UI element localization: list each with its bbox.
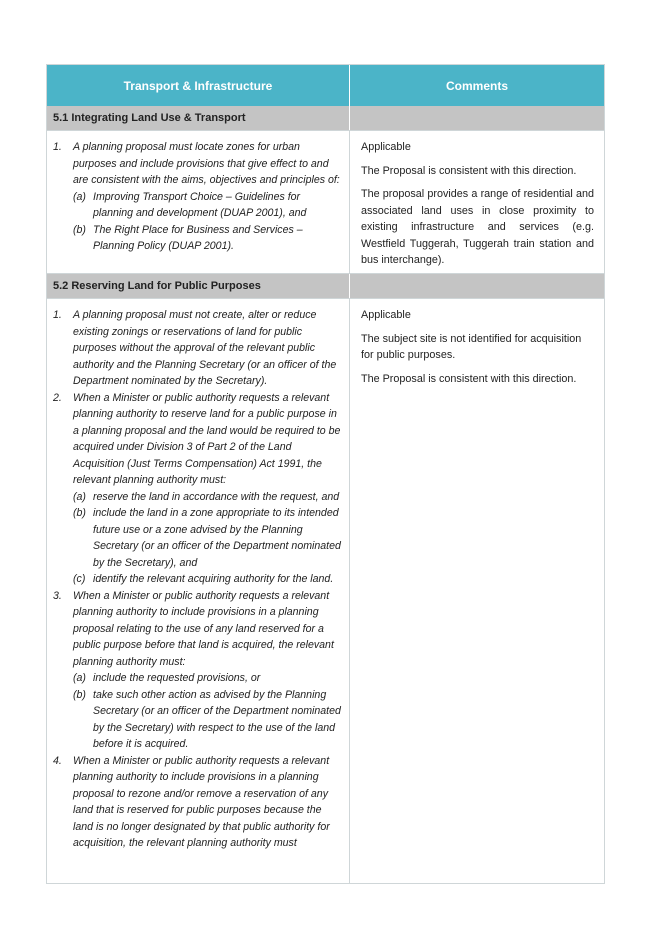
- section-body-5-2: [47, 298, 604, 883]
- table-header: [47, 65, 604, 106]
- header-transport-infrastructure: Transport & Infrastructure: [47, 65, 350, 106]
- sub-list: [73, 670, 343, 753]
- item-body: [73, 139, 343, 255]
- item-text: When a Minister or public authority requests a relevant planning authority to reserve land for a public purpose in a planning proposal and the land would be required to be acquired under Division 3 of Part 2 of the Land Acquisition (Just Terms Compensation) Act 1991, the relevant planning authority must:: [73, 391, 341, 486]
- comments-cell: [350, 299, 604, 883]
- header-comments: Comments: [445, 78, 508, 93]
- sub-letter: (a): [73, 490, 86, 503]
- item-number: 2.: [53, 391, 62, 404]
- comment-paragraph: The Proposal is consistent with this direction.: [361, 372, 577, 385]
- item-body: [73, 307, 343, 390]
- sub-item: [73, 222, 343, 255]
- sub-text: The Right Place for Business and Services – Planning Policy (DUAP 2001).: [93, 223, 303, 252]
- section-header-5-2: [47, 273, 604, 298]
- sub-text: identify the relevant acquiring authority for the land.: [93, 573, 334, 585]
- item-number: 3.: [53, 589, 62, 602]
- comment-paragraph: Applicable: [361, 141, 411, 153]
- sub-text: take such other action as advised by the Planning Secretary (or an officer of the Department nominated by the Secretary) with respect to the use of the land before it is acquired.: [93, 688, 341, 750]
- list-item: [53, 753, 343, 852]
- item-text: A planning proposal must not create, alter or reduce existing zonings or reservations of land for public purposes without the approval of the relevant public authority and the Planning Secretary (or an officer of the Department nominated by the Secretary).: [73, 309, 337, 387]
- direction-text: [47, 131, 350, 273]
- item-body: [73, 753, 343, 852]
- sub-item: [73, 505, 343, 571]
- item-number: 1.: [53, 309, 62, 321]
- sub-item: [73, 687, 343, 753]
- list-item: [53, 139, 343, 255]
- list-item: [53, 588, 343, 753]
- direction-text: [47, 299, 350, 883]
- sub-letter: (a): [73, 190, 86, 203]
- sub-letter: (c): [73, 573, 86, 585]
- item-body: [73, 390, 343, 588]
- sub-item: [73, 189, 343, 222]
- sub-letter: (b): [73, 507, 86, 519]
- sub-text: include the requested provisions, or: [93, 672, 261, 684]
- sub-letter: (b): [73, 688, 86, 701]
- direction-table: [46, 64, 605, 884]
- sub-letter: (a): [73, 672, 86, 684]
- comment-paragraph: Applicable: [361, 309, 411, 321]
- comment-paragraph: The proposal provides a range of residential and associated land uses in close proximity to existing infrastructure and services (e.g. Westfield Tuggerah, Tuggerah train station and bus interchange).: [361, 188, 594, 266]
- item-text: When a Minister or public authority requests a relevant planning authority to include provisions in a planning proposal relating to the use of any land reserved for a public purpose before that land is acquired, the relevant planning authority must:: [73, 589, 334, 668]
- sub-item: [73, 489, 343, 506]
- item-number: 1.: [53, 141, 62, 153]
- item-text: A planning proposal must locate zones for urban purposes and include provisions that give effect to and are consistent with the aims, objectives and principles of:: [73, 141, 340, 186]
- comments-cell: [350, 131, 604, 273]
- sub-text: include the land in a zone appropriate to its intended future use or a zone advised by the Planning Secretary (or an officer of the Department nominated by the Secretary), and: [93, 507, 341, 569]
- section-title: 5.1 Integrating Land Use & Transport: [47, 106, 350, 130]
- sub-item: [73, 670, 343, 687]
- section-body-5-1: [47, 130, 604, 273]
- sub-list: [73, 189, 343, 255]
- list-item: [53, 307, 343, 390]
- sub-list: [73, 489, 343, 588]
- item-number: 4.: [53, 754, 62, 767]
- sub-letter: (b): [73, 223, 86, 236]
- item-text: When a Minister or public authority requests a relevant planning authority to include provisions in a planning proposal to rezone and/or remove a reservation of any land that is reserved for public purposes because the land is no longer designated by that public authority for acquisition, the relevant planning authority must: [73, 754, 330, 849]
- section-header-5-1: [47, 106, 604, 130]
- comment-paragraph: The subject site is not identified for acquisition for public purposes.: [361, 332, 582, 361]
- sub-text: Improving Transport Choice – Guidelines for planning and development (DUAP 2001), and: [93, 190, 307, 219]
- sub-item: [73, 571, 343, 588]
- comment-paragraph: The Proposal is consistent with this direction.: [361, 164, 577, 177]
- section-title: 5.2 Reserving Land for Public Purposes: [47, 274, 350, 298]
- item-body: [73, 588, 343, 753]
- sub-text: reserve the land in accordance with the request, and: [93, 490, 340, 503]
- list-item: [53, 390, 343, 588]
